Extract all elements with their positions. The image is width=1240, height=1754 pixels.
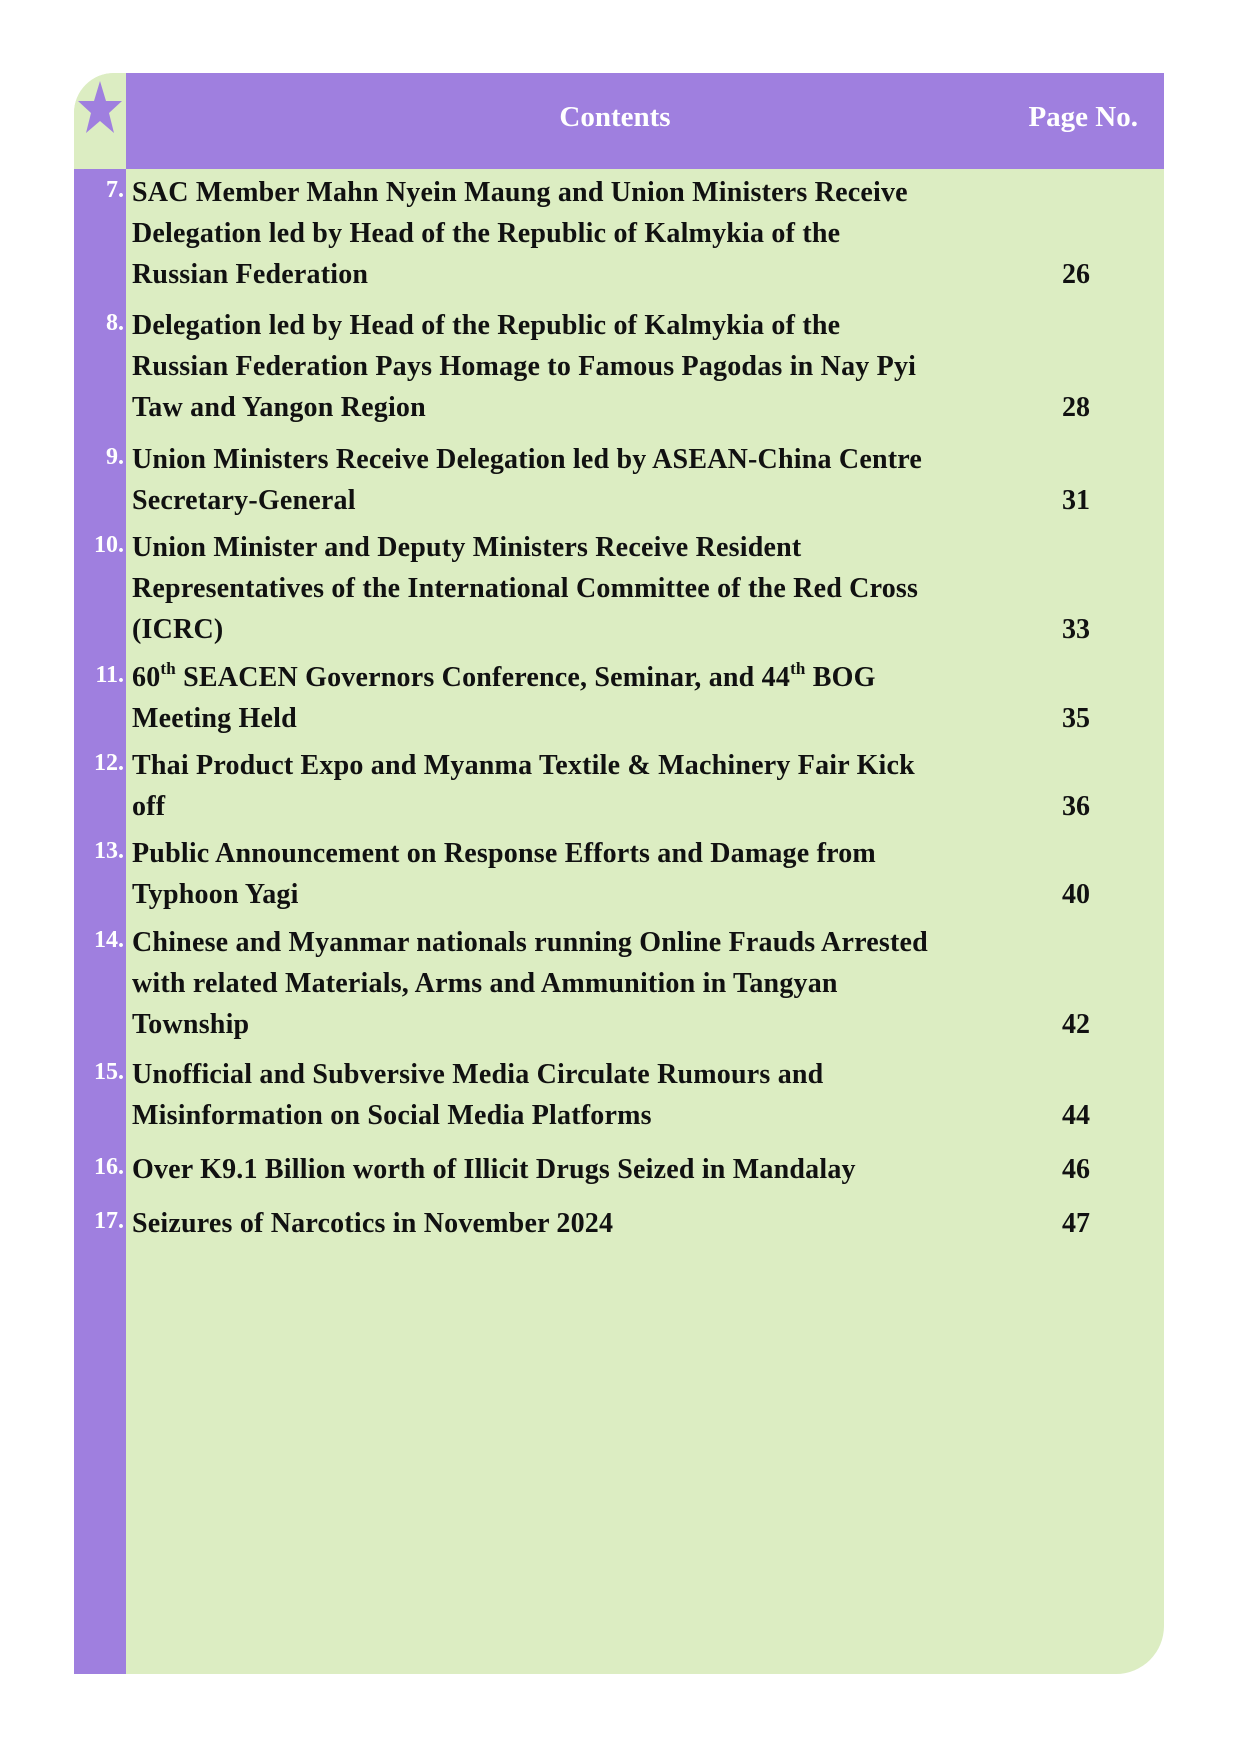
entry-title: Unofficial and Subversive Media Circulate Rumours and Misinformation on Social Media Platforms <box>132 1059 824 1131</box>
entry-title: Chinese and Myanmar nationals running Online Frauds Arrested with related Materials, Arms and Ammunition in Tangyan Township <box>132 927 928 1040</box>
entry-number: 9. <box>106 444 124 470</box>
entry-page-number: 33 <box>1062 614 1090 645</box>
entry-number: 11. <box>95 662 124 688</box>
entry-number: 7. <box>106 177 124 203</box>
entry-title: Seizures of Narcotics in November 2024 <box>132 1208 614 1239</box>
entry-title: Thai Product Expo and Myanma Textile & Machinery Fair Kick off <box>132 750 915 822</box>
entry-page-number: 31 <box>1062 485 1090 516</box>
entry-title: Union Ministers Receive Delegation led by ASEAN-China Centre Secretary-General <box>132 444 922 516</box>
entry-title: Over K9.1 Billion worth of Illicit Drugs Seized in Mandalay <box>132 1154 856 1185</box>
entry-number: 12. <box>94 750 124 776</box>
entry-title: SAC Member Mahn Nyein Maung and Union Ministers Receive Delegation led by Head of the Republic of Kalmykia of the Russian Federation <box>132 177 908 290</box>
entry-number: 17. <box>94 1208 124 1234</box>
left-accent-bar <box>74 169 126 1674</box>
entry-page-number: 46 <box>1062 1154 1090 1185</box>
star-icon <box>77 79 123 139</box>
table-header <box>126 73 1164 169</box>
entry-page-number: 47 <box>1062 1208 1090 1239</box>
entry-title: Public Announcement on Response Efforts and Damage from Typhoon Yagi <box>132 838 876 910</box>
entry-title: 60th SEACEN Governors Conference, Seminar, and 44th BOG Meeting Held <box>132 659 876 734</box>
entry-title: Union Minister and Deputy Ministers Receive Resident Representatives of the International Committee of the Red Cross (ICRC) <box>132 532 919 645</box>
contents-panel <box>74 73 1164 1674</box>
entry-page-number: 28 <box>1062 392 1090 423</box>
entry-number: 13. <box>94 838 124 864</box>
contents-heading: Contents <box>559 101 671 133</box>
entry-page-number: 26 <box>1062 259 1090 290</box>
entry-number: 15. <box>94 1059 124 1085</box>
entry-page-number: 35 <box>1062 703 1090 734</box>
entry-number: 8. <box>106 310 124 336</box>
entry-page-number: 42 <box>1062 1009 1090 1040</box>
entry-number: 14. <box>94 927 124 953</box>
entry-number: 10. <box>94 532 124 558</box>
entry-page-number: 36 <box>1062 791 1090 822</box>
page-no-heading: Page No. <box>1028 101 1138 133</box>
corner-block <box>74 73 126 169</box>
entry-page-number: 44 <box>1062 1100 1090 1131</box>
entry-title: Delegation led by Head of the Republic of Kalmykia of the Russian Federation Pays Homage to Famous Pagodas in Nay Pyi Taw and Yangon Region <box>132 310 917 423</box>
entry-page-number: 40 <box>1062 879 1090 910</box>
entry-number: 16. <box>94 1154 124 1180</box>
